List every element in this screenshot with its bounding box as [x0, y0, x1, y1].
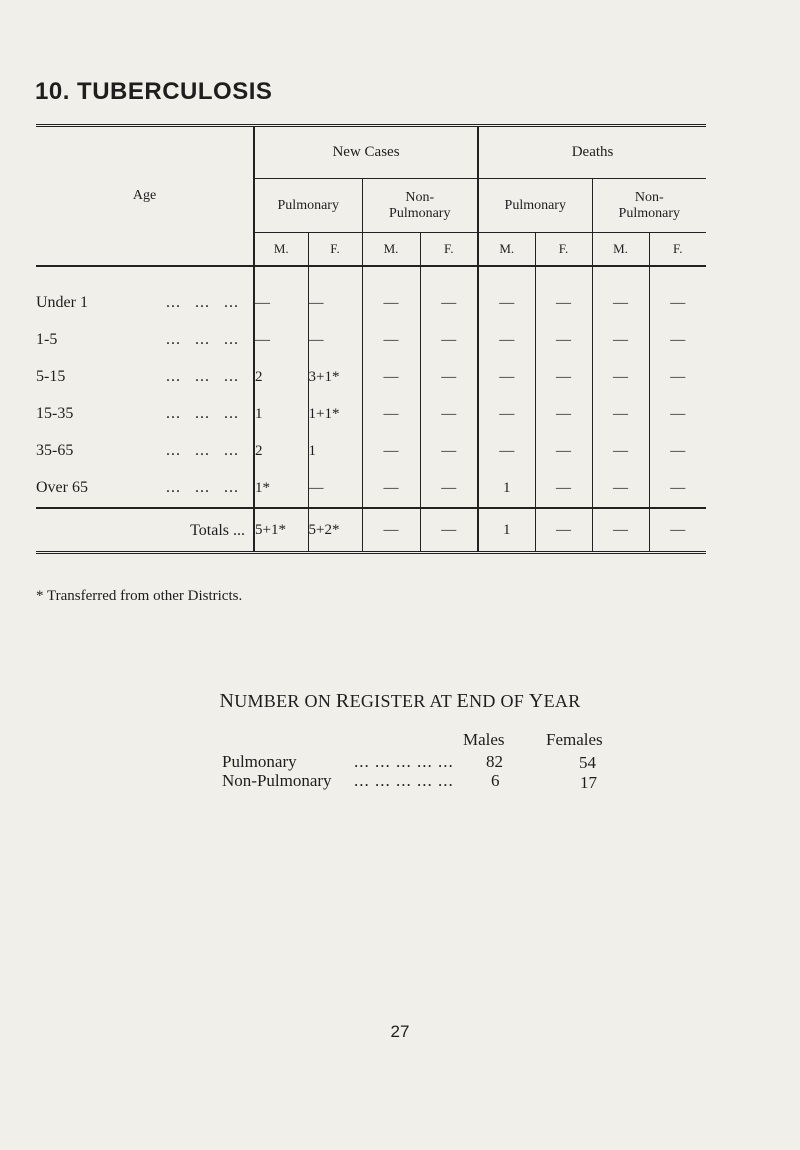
dots: ... [224, 294, 239, 311]
age-group-label: 15-35 [36, 405, 74, 422]
page-number: 27 [390, 1022, 410, 1041]
title-part: UMBER ON [234, 691, 336, 711]
table-cell: — [362, 470, 420, 508]
table-cell: — [535, 470, 592, 508]
leader-dots [152, 331, 239, 349]
dots: ... [224, 331, 239, 348]
table-cell: — [535, 433, 592, 470]
table-cell: — [535, 396, 592, 433]
table-row [36, 396, 706, 433]
totals-cell: 5+2* [308, 508, 362, 553]
table-cell: — [592, 266, 649, 322]
table-cell: — [535, 266, 592, 322]
non-label: Non- [405, 189, 435, 205]
table-cell: — [478, 396, 535, 433]
dots: ... [166, 294, 181, 311]
male-header: M. [254, 233, 308, 266]
table-cell: — [649, 433, 706, 470]
dots: ... [166, 479, 181, 496]
dots: ... [195, 368, 210, 385]
totals-cell: 1 [478, 508, 535, 553]
totals-row [36, 508, 706, 553]
dots: ... [224, 442, 239, 459]
dots: ... [224, 479, 239, 496]
table-cell: 2 [254, 359, 308, 396]
age-group-label: 5-15 [36, 368, 66, 385]
register-non-pulmonary-females: 17 [580, 773, 597, 792]
table-cell: — [478, 266, 535, 322]
new-cases-non-pulmonary-header [362, 179, 478, 233]
dots: ... [166, 368, 181, 385]
table-cell: — [362, 322, 420, 359]
table-cell: — [254, 266, 308, 322]
table-cell: — [420, 396, 478, 433]
dots: ... [195, 442, 210, 459]
register-males-header: Males [463, 730, 505, 749]
table-cell: — [362, 396, 420, 433]
totals-cell: — [592, 508, 649, 553]
dots: ... [166, 331, 181, 348]
table-row [36, 322, 706, 359]
totals-cell: — [420, 508, 478, 553]
title-part: ND OF [469, 691, 529, 711]
deaths-header: Deaths [478, 126, 706, 179]
deaths-pulmonary-header: Pulmonary [478, 179, 592, 233]
pulmonary-label: Pulmonary [618, 205, 680, 221]
totals-label: Totals ... [36, 508, 254, 553]
table-cell: — [478, 322, 535, 359]
female-header: F. [535, 233, 592, 266]
table-cell: — [362, 266, 420, 322]
table-cell: 2 [254, 433, 308, 470]
female-header: F. [308, 233, 362, 266]
table-cell: — [420, 433, 478, 470]
new-cases-pulmonary-header: Pulmonary [254, 179, 362, 233]
age-column-header: Age [36, 126, 254, 266]
deaths-non-pulmonary-header [592, 179, 706, 233]
register-row-dots: ... ... ... ... ... [354, 771, 454, 790]
table-cell: — [420, 266, 478, 322]
table-cell: 3+1* [308, 359, 362, 396]
table-cell: — [649, 266, 706, 322]
totals-cell: — [649, 508, 706, 553]
table-cell: — [592, 359, 649, 396]
table-cell: — [649, 470, 706, 508]
age-group-cell [36, 266, 254, 322]
totals-cell: 5+1* [254, 508, 308, 553]
title-part: EGISTER AT [349, 691, 457, 711]
age-group-cell [36, 396, 254, 433]
table-row [36, 433, 706, 470]
female-header: F. [649, 233, 706, 266]
male-header: M. [362, 233, 420, 266]
table-cell: — [420, 470, 478, 508]
table-cell: — [649, 359, 706, 396]
age-group-label: Under 1 [36, 294, 88, 311]
table-cell: — [649, 322, 706, 359]
totals-cell: — [362, 508, 420, 553]
age-group-label: 1-5 [36, 331, 58, 348]
table-cell: 1+1* [308, 396, 362, 433]
table-cell: — [420, 359, 478, 396]
pulmonary-label: Pulmonary [389, 205, 451, 221]
table-cell: — [308, 470, 362, 508]
table-cell: 1* [254, 470, 308, 508]
tuberculosis-table [36, 124, 706, 554]
register-title [0, 690, 800, 713]
register-pulmonary-females: 54 [579, 753, 596, 772]
table-cell: — [254, 322, 308, 359]
dots: ... [224, 405, 239, 422]
register-row-label: Pulmonary [222, 752, 297, 771]
leader-dots [152, 479, 239, 497]
age-group-label: 35-65 [36, 442, 74, 459]
table-cell: — [592, 396, 649, 433]
table-cell: — [592, 470, 649, 508]
table-cell: 1 [308, 433, 362, 470]
table-row [36, 266, 706, 322]
table-cell: 1 [254, 396, 308, 433]
title-initial: Y [528, 690, 544, 712]
table-cell: — [649, 396, 706, 433]
dots: ... [195, 294, 210, 311]
register-pulmonary-males: 82 [486, 752, 503, 771]
table-cell: — [362, 359, 420, 396]
register-row-dots: ... ... ... ... ... [354, 752, 454, 771]
table-cell: — [592, 322, 649, 359]
footnote: * Transferred from other Districts. [36, 588, 243, 604]
new-cases-header: New Cases [254, 126, 478, 179]
leader-dots [152, 442, 239, 460]
title-initial: R [335, 690, 350, 712]
age-group-cell [36, 433, 254, 470]
leader-dots [152, 405, 239, 423]
table-cell: — [420, 322, 478, 359]
dots: ... [195, 331, 210, 348]
table-row [36, 359, 706, 396]
table-cell: — [535, 359, 592, 396]
age-group-cell [36, 470, 254, 508]
dots: ... [195, 479, 210, 496]
title-initial: E [456, 690, 470, 712]
table-cell: — [535, 322, 592, 359]
page-heading: 10. TUBERCULOSIS [35, 78, 273, 105]
table-cell: — [308, 266, 362, 322]
register-non-pulmonary-males: 6 [491, 771, 500, 790]
age-group-label: Over 65 [36, 479, 88, 496]
title-initial: N [219, 690, 235, 712]
table-cell: — [308, 322, 362, 359]
table-row [36, 470, 706, 508]
register-row-label: Non-Pulmonary [222, 771, 332, 790]
totals-cell: — [535, 508, 592, 553]
male-header: M. [478, 233, 535, 266]
title-part: EAR [543, 691, 581, 711]
dots: ... [224, 368, 239, 385]
register-females-header: Females [546, 730, 603, 749]
leader-dots [152, 368, 239, 386]
table-cell: — [478, 433, 535, 470]
table-cell: — [478, 359, 535, 396]
age-group-cell [36, 359, 254, 396]
dots: ... [195, 405, 210, 422]
dots: ... [166, 442, 181, 459]
table-cell: — [592, 433, 649, 470]
male-header: M. [592, 233, 649, 266]
leader-dots [152, 294, 239, 312]
dots: ... [166, 405, 181, 422]
non-label: Non- [634, 189, 664, 205]
female-header: F. [420, 233, 478, 266]
age-group-cell [36, 322, 254, 359]
table-cell: — [362, 433, 420, 470]
table-cell: 1 [478, 470, 535, 508]
